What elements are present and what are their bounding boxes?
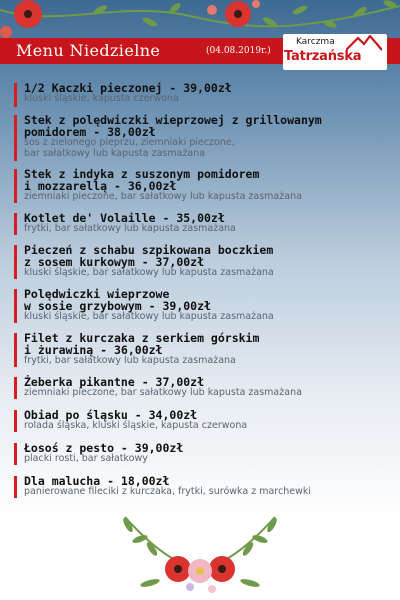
menu-item-name: Filet z kurczaka z serkiem górskim i żurawiną - 36,00zł bbox=[24, 331, 260, 357]
item-marker bbox=[14, 115, 17, 161]
menu-item-name: Pieczeń z schabu szpikowana boczkiem z sosem kurkowym - 37,00zł bbox=[24, 243, 274, 269]
menu-item-description: kluski śląskie, bar sałatkowy lub kapusta zasmażana bbox=[24, 311, 274, 322]
item-marker bbox=[14, 245, 17, 279]
menu-date: (04.08.2019r.) bbox=[206, 46, 271, 56]
menu-item-description: ziemniaki pieczone, bar sałatkowy lub kapusta zasmażana bbox=[24, 387, 302, 398]
menu-item-name: 1/2 Kaczki pieczonej - 39,00zł bbox=[24, 81, 232, 95]
menu-item-description: placki rosti, bar sałatkowy bbox=[24, 453, 148, 464]
item-marker bbox=[14, 289, 17, 323]
menu-item-name: Dla malucha - 18,00zł bbox=[24, 474, 170, 488]
page-title: Menu Niedzielne bbox=[16, 41, 161, 60]
menu-item-description: rolada śląska, kluski śląskie, kapusta czerwona bbox=[24, 420, 248, 431]
menu-item-name: Stek z polędwiczki wieprzowej z grillowanym pomidorem - 38,00zł bbox=[24, 113, 322, 139]
flower-icon bbox=[165, 556, 191, 582]
menu-item-name: Żeberka pikantne - 37,00zł bbox=[24, 375, 205, 389]
item-marker bbox=[14, 476, 17, 498]
menu-item-name: Kotlet de' Volaille - 35,00zł bbox=[24, 211, 225, 225]
item-marker bbox=[14, 410, 17, 432]
menu-item-name: Obiad po śląsku - 34,00zł bbox=[24, 408, 198, 422]
menu-item-description: panierowane fileciki z kurczaka, frytki, surówka z marchewki bbox=[24, 486, 311, 497]
floral-decoration-bottom bbox=[0, 505, 400, 600]
logo-text-small: Karczma bbox=[296, 37, 335, 47]
menu-item-description: kluski śląskie, bar sałatkowy lub kapusta zasmażana bbox=[24, 267, 274, 278]
item-marker bbox=[14, 83, 17, 107]
menu-item-description: sos z zielonego pieprzu, ziemniaki pieczone, bar sałatkowy lub kapusta zasmażana bbox=[24, 137, 235, 159]
flower-icon bbox=[209, 556, 235, 582]
flower-icon bbox=[188, 559, 212, 583]
menu-item-name: Łosoś z pesto - 39,00zł bbox=[24, 441, 184, 455]
item-marker bbox=[14, 169, 17, 203]
item-marker bbox=[14, 213, 17, 235]
menu-item-description: frytki, bar sałatkowy lub kapusta zasmażana bbox=[24, 223, 236, 234]
menu-item-description: kluski śląskie, kapusta czerwona bbox=[24, 93, 179, 104]
item-marker bbox=[14, 443, 17, 465]
menu-item-description: frytki, bar sałatkowy lub kapusta zasmażana bbox=[24, 355, 236, 366]
menu-item-description: ziemniaki pieczone, bar sałatkowy lub kapusta zasmażana bbox=[24, 191, 302, 202]
logo-text-big: Tatrzańska bbox=[284, 49, 362, 64]
menu-item-name: Polędwiczki wieprzowe w sosie grzybowym - 39,00zł bbox=[24, 287, 211, 313]
menu-item-name: Stek z indyka z suszonym pomidorem i mozzarellą - 36,00zł bbox=[24, 167, 260, 193]
item-marker bbox=[14, 377, 17, 399]
item-marker bbox=[14, 333, 17, 367]
